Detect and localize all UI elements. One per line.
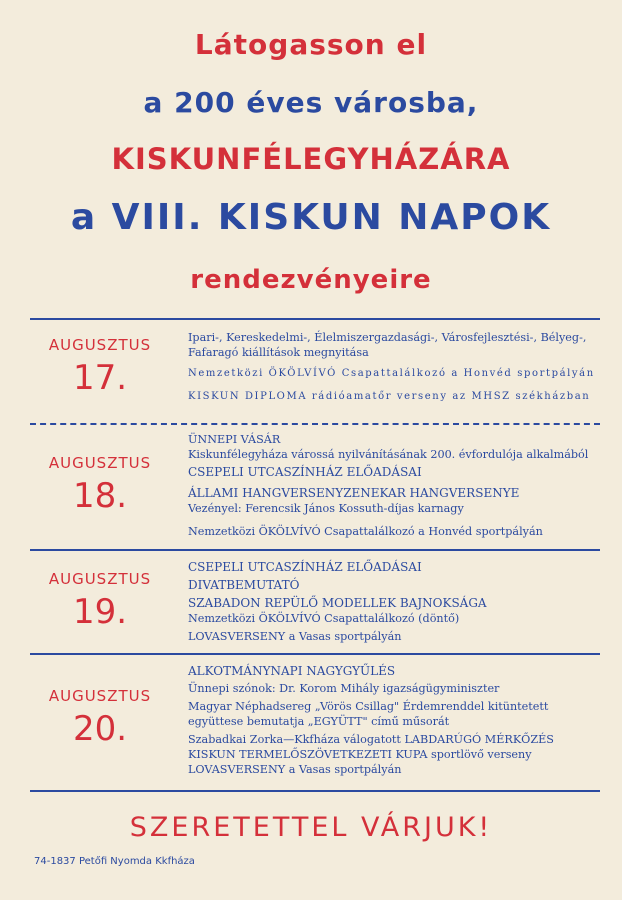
month-label: AUGUSZTUS	[48, 454, 152, 472]
month-label: AUGUSZTUS	[48, 336, 152, 354]
divider	[30, 318, 600, 320]
heading-line-3: KISKUNFÉLEGYHÁZÁRA	[111, 142, 511, 176]
event-item: CSEPELI UTCASZÍNHÁZ ELŐADÁSAI	[188, 560, 422, 574]
event-item: DIVATBEMUTATÓ	[188, 578, 300, 592]
event-item: LOVASVERSENY a Vasas sportpályán	[188, 763, 402, 776]
closing-message: SZERETETTEL VÁRJUK!	[129, 812, 493, 843]
event-item: ÜNNEPI VÁSÁR	[188, 433, 281, 446]
month-label: AUGUSZTUS	[48, 687, 152, 705]
event-item: Vezényel: Ferencsik János Kossuth-díjas karnagy	[188, 502, 464, 515]
event-item: Nemzetközi ÖKÖLVÍVÓ Csapattalálkozó a Honvéd sportpályán	[188, 525, 543, 538]
day-number: 18.	[72, 476, 128, 516]
divider	[30, 549, 600, 551]
event-list-18	[188, 432, 608, 539]
event-item: Kiskunfélegyháza várossá nyilvánításának 200. évfordulója alkalmából	[188, 448, 589, 461]
printer-imprint: 74-1837 Petőfi Nyomda Kkfháza	[34, 856, 195, 867]
event-item: ÁLLAMI HANGVERSENYZENEKAR HANGVERSENYE	[188, 486, 520, 500]
event-item: Nemzetközi ÖKÖLVÍVÓ Csapattalálkozó a Honvéd sportpályán	[188, 368, 595, 379]
divider	[30, 790, 600, 792]
heading-line-1: Látogasson el	[194, 28, 428, 61]
day-block-19	[30, 570, 170, 632]
day-number: 19.	[72, 592, 128, 632]
event-item: LOVASVERSENY a Vasas sportpályán	[188, 630, 402, 643]
event-item: Fafaragó kiállítások megnyitása	[188, 346, 369, 359]
heading-line-2: a 200 éves városba,	[143, 86, 479, 119]
event-item: Ünnepi szónok: Dr. Korom Mihály igazságügyminiszter	[188, 682, 500, 695]
event-item: Nemzetközi ÖKÖLVÍVÓ Csapattalálkozó (döntő)	[188, 612, 460, 625]
event-item: CSEPELI UTCASZÍNHÁZ ELŐADÁSAI	[188, 465, 422, 479]
day-number: 17.	[72, 358, 128, 398]
month-label: AUGUSZTUS	[48, 570, 152, 588]
event-item: együttese bemutatja „EGYÜTT" című műsorát	[188, 715, 450, 728]
divider	[30, 653, 600, 655]
event-list-17	[188, 330, 608, 404]
heading-line-4: a VIII. KISKUN NAPOK	[70, 197, 552, 238]
event-item: KISKUN DIPLOMA rádióamatőr verseny az MHSZ székházban	[188, 391, 591, 402]
event-item: Ipari-, Kereskedelmi-, Élelmiszergazdasági-, Városfejlesztési-, Bélyeg-,	[188, 331, 587, 344]
event-item: SZABADON REPÜLŐ MODELLEK BAJNOKSÁGA	[188, 596, 487, 610]
event-item: Magyar Néphadsereg „Vörös Csillag" Érdemrenddel kitüntetett	[188, 700, 549, 713]
day-block-20	[30, 687, 170, 749]
day-block-18	[30, 454, 170, 516]
event-item: ALKOTMÁNYNAPI NAGYGYŰLÉS	[188, 664, 396, 678]
day-number: 20.	[72, 709, 128, 749]
divider	[30, 423, 600, 425]
event-item: Szabadkai Zorka—Kkfháza válogatott LABDARÚGÓ MÉRKŐZÉS	[188, 733, 554, 746]
heading-line-5: rendezvényeire	[190, 265, 432, 295]
event-list-20	[188, 664, 608, 777]
event-list-19	[188, 560, 608, 644]
event-item: KISKUN TERMELŐSZÖVETKEZETI KUPA sportlövő verseny	[188, 748, 532, 761]
day-block-17	[30, 336, 170, 398]
